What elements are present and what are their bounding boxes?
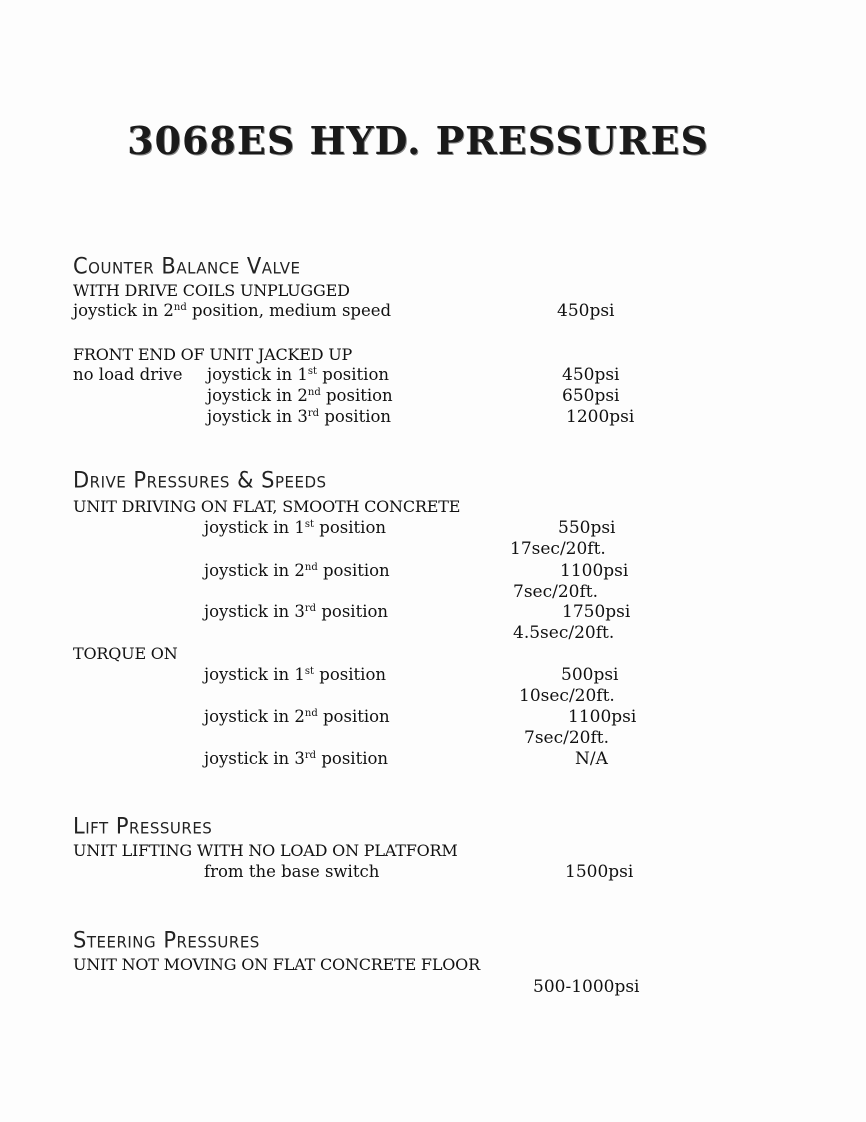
torque-psi: 500psi — [561, 665, 619, 685]
section-heading-lift: Lift Pressures — [73, 813, 213, 839]
jacked-row: joystick in 2nd position — [207, 386, 393, 405]
no-load-drive-label: no load drive — [73, 365, 183, 384]
counter-balance-subheading: WITH DRIVE COILS UNPLUGGED — [73, 281, 350, 300]
jacked-value: 450psi — [562, 365, 620, 385]
steering-subheading: UNIT NOT MOVING ON FLAT CONCRETE FLOOR — [73, 955, 480, 974]
drive-psi: 1750psi — [562, 602, 631, 622]
torque-psi: N/A — [575, 749, 608, 769]
drive-speed: 17sec/20ft. — [510, 539, 606, 559]
torque-row: joystick in 1st position — [204, 665, 387, 684]
jacked-row: joystick in 1st position — [207, 365, 390, 384]
section-heading-steering: Steering Pressures — [73, 927, 260, 953]
steering-value: 500-1000psi — [533, 977, 640, 997]
torque-row: joystick in 2nd position — [204, 707, 390, 726]
drive-subheading: UNIT DRIVING ON FLAT, SMOOTH CONCRETE — [73, 497, 461, 516]
jacked-row: joystick in 3rd position — [207, 407, 392, 426]
torque-speed: 7sec/20ft. — [524, 728, 610, 748]
jacked-value: 1200psi — [566, 407, 635, 427]
drive-row: joystick in 3rd position — [204, 602, 389, 621]
drive-psi: 1100psi — [560, 561, 629, 581]
torque-subheading: TORQUE ON — [73, 644, 178, 663]
jacked-value: 650psi — [562, 386, 620, 406]
drive-row: joystick in 2nd position — [204, 561, 390, 580]
jacked-up-subheading: FRONT END OF UNIT JACKED UP — [73, 345, 353, 364]
section-heading-drive: Drive Pressures & Speeds — [73, 467, 327, 493]
drive-psi: 550psi — [558, 518, 616, 538]
section-heading-counter-balance: Counter Balance Valve — [73, 253, 301, 279]
counter-balance-row: joystick in 2nd position, medium speed — [73, 301, 392, 320]
drive-speed: 7sec/20ft. — [513, 582, 599, 602]
counter-balance-value: 450psi — [557, 301, 615, 321]
drive-row: joystick in 1st position — [204, 518, 387, 537]
lift-value: 1500psi — [565, 862, 634, 882]
lift-subheading: UNIT LIFTING WITH NO LOAD ON PLATFORM — [73, 841, 458, 860]
torque-speed: 10sec/20ft. — [519, 686, 615, 706]
page-title: 3068ES HYD. PRESSURES — [127, 118, 709, 163]
torque-row: joystick in 3rd position — [204, 749, 389, 768]
lift-row: from the base switch — [204, 862, 380, 881]
torque-psi: 1100psi — [568, 707, 637, 727]
drive-speed: 4.5sec/20ft. — [513, 623, 615, 643]
